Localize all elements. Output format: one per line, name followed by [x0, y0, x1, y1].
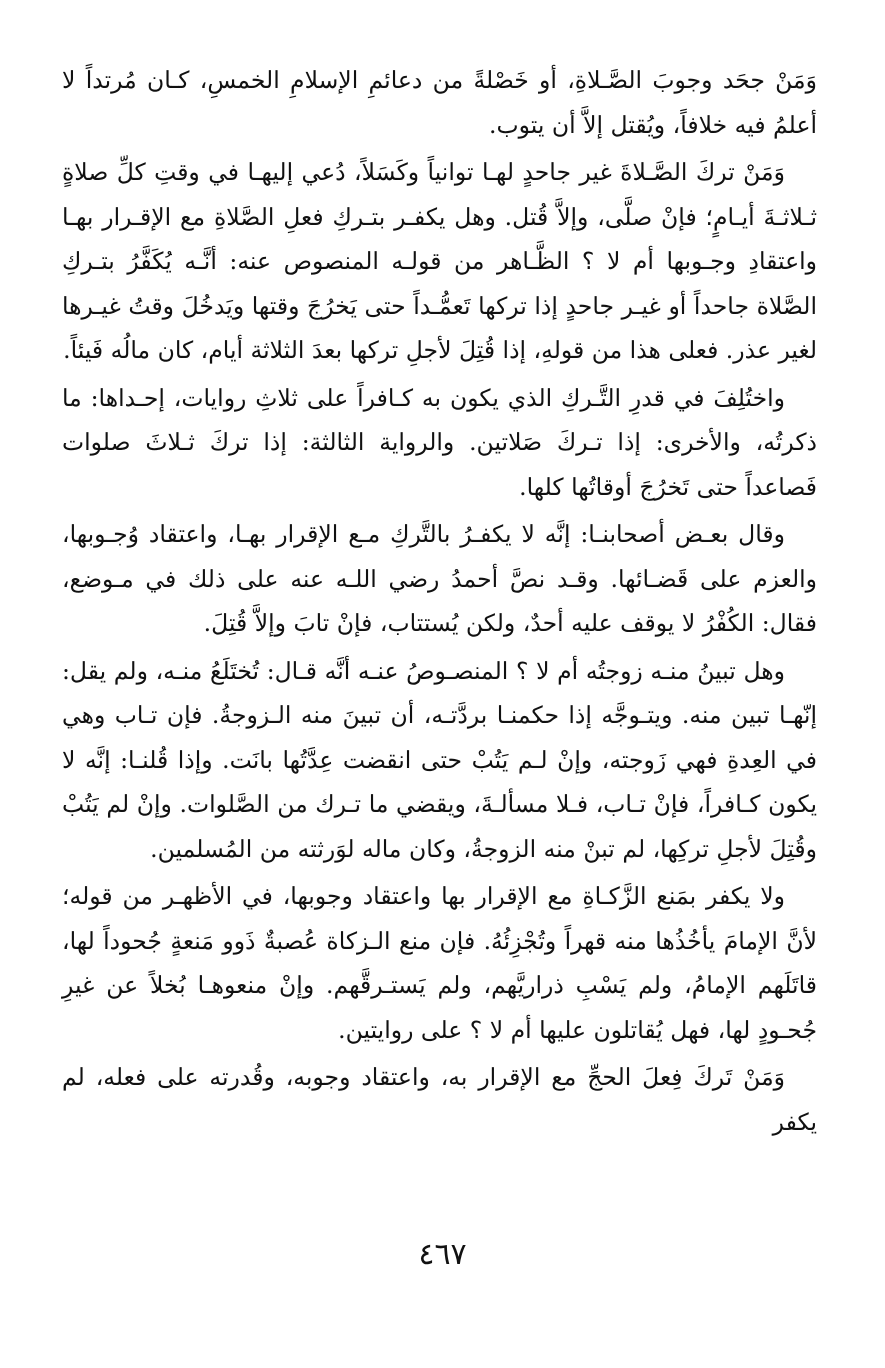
paragraph-5: وهل تبينُ منـه زوجتُه أم لا ؟ المنصـوصُ عنـه أنَّه قـال: تُختَلَعُ منـه، ولم يقل: إنّهـا تبين منه. ويتـوجَّه إذا حكمنـا بردَّتـه، أن تبينَ منه الـزوجةُ. فإن تـاب وهي في العِدةِ فهي زَوجته، وإنْ لـم يَتُبْ حتى انقضت عِدَّتُها بانَت. وإذا قُلنـا: إنَّه لا يكون كـافراً، فإنْ تـاب، فـلا مسألـةَ، ويقضي ما تـرك من الصَّلوات. وإنْ لم يَتُبْ وقُتِلَ لأجلِ تركِها، لم تبنْ منه الزوجةُ، وكان ماله لوَرثته من المُسلمين. — [62, 656, 817, 863]
paragraph-7: وَمَنْ تَركَ فِعلَ الحجِّ مع الإقرار به، واعتقاد وجوبه، وقُدرته على فعله، لم يكفر — [62, 1063, 817, 1136]
paragraph-4: وقال بعـض أصحابنـا: إنَّه لا يكفـرُ بالتَّركِ مـع الإقرار بهـا، واعتقاد وُجـوبها، والعزم على قَضـائها. وقـد نصَّ أحمدُ رضي اللـه عنه على ذلك في مـوضع، فقال: الكُفْرُ لا يوقف عليه أحدٌ، ولكن يُستتاب، فإنْ تابَ وإلاَّ قُتِلَ. — [62, 520, 817, 637]
paragraph-1: وَمَنْ جحَد وجوبَ الصَّـلاةِ، أو خَصْلةً من دعائمِ الإسلامِ الخمسِ، كـان مُرتداً لا أعلمُ فيه خلافاً، ويُقتل إلاَّ أن يتوب. — [62, 66, 817, 139]
paragraph-3: واختُلِفَ في قدرِ التَّـركِ الذي يكون به كـافراً على ثلاثِ روايات، إحـداها: ما ذكرتُه، والأخرى: إذا تـركَ صَلاتين. والرواية الثالثة: إذا تركَ ثـلاثَ صلوات فَصاعداً حتى تَخرُجَ أوقاتُها كلها. — [62, 383, 817, 501]
page-body — [62, 58, 817, 1147]
page-number: ٤٦٧ — [418, 1237, 467, 1272]
paragraph-6: ولا يكفر بمَنع الزَّكـاةِ مع الإقرار بها واعتقاد وجوبها، في الأظهـر من قوله؛ لأنَّ الإمامَ يأخُذُها منه قهراً وتُجْزِئُهُ. فإن منع الـزكاة عُصبةٌ ذَوو مَنعةٍ جُحوداً لها، قاتَلَهم الإمامُ، ولم يَسْبِ ذراريَّهم، ولم يَستـرقَّهم. وإنْ منعوهـا بُخلاً عن غيرِ جُحـودٍ لها، فهل يُقاتلون عليها أم لا ؟ على روايتين. — [62, 882, 817, 1044]
paragraph-2: وَمَنْ تركَ الصَّـلاةَ غير جاحدٍ لهـا توانياً وكَسَلاً، دُعي إليهـا في وقتِ كلِّ صلاةٍ ثـلاثـةَ أيـامٍ؛ فإنْ صلَّى، وإلاَّ قُتل. وهل يكفـر بتـركِ فعلِ الصَّلاةِ مع الإقـرار بهـا واعتقادِ وجـوبها أم لا ؟ الظَّـاهر من قولـه المنصوص عنه: أنَّـه يُكَفَّرُ بتـركِ الصَّلاة جاحداً أو غيـر جاحدٍ إذا تركها تَعمُّـداً حتى يَخرُجَ وقتها ويَدخُلَ وقتُ غيـرها لغير عذر. فعلى هذا من قولهِ، إذا قُتِلَ لأجلِ تركها بعدَ الثلاثة أيام، كان مالُه فَيئاً. — [62, 158, 817, 364]
